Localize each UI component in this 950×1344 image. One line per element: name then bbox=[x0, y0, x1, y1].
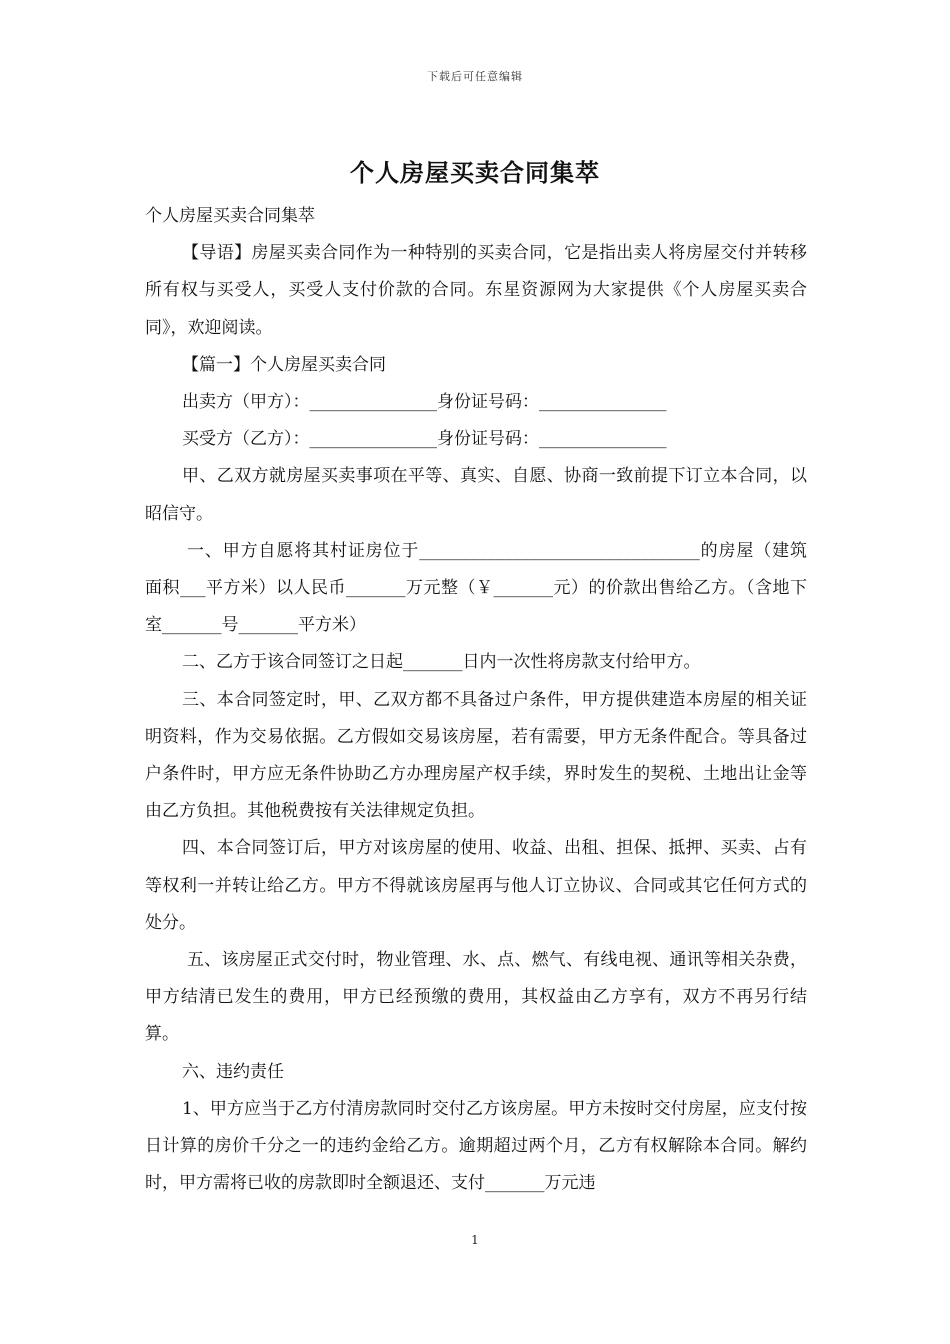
page-number: 1 bbox=[471, 1233, 479, 1247]
clause-4-paragraph: 四、本合同签订后，甲方对该房屋的使用、收益、出租、担保、抵押、买卖、占有等权利一并转让给乙方。甲方不得就该房屋再与他人订立协议、合同或其它任何方式的处分。 bbox=[145, 838, 807, 933]
seller-line: 出卖方（甲方）：_______________身份证号码：_______________ bbox=[182, 392, 667, 413]
header-note: 下载后可任意编辑 bbox=[427, 70, 523, 83]
clause-3-paragraph: 三、本合同签定时，甲、乙双方都不具备过户条件，甲方提供建造本房屋的相关证明资料，作为交易依据。乙方假如交易该房屋，若有需要，甲方无条件配合。等具备过户条件时，甲方应无条件协助乙方办理房屋产权手续，界时发生的契税、土地出让金等由乙方负担。其他税费按有关法律规定负担。 bbox=[145, 689, 807, 822]
subtitle-paragraph: 个人房屋买卖合同集萃 bbox=[145, 206, 315, 226]
document-title: 个人房屋买卖合同集萃 bbox=[350, 158, 600, 187]
clause-6-heading: 六、违约责任 bbox=[182, 1061, 284, 1082]
clause-2-paragraph: 二、乙方于该合同签订之日起_______日内一次性将房款支付给甲方。 bbox=[182, 652, 701, 673]
clause-6-1-paragraph: 1、甲方应当于乙方付清房款同时交付乙方该房屋。甲方未按时交付房屋，应支付按日计算的房价千分之一的违约金给乙方。逾期超过两个月，乙方有权解除本合同。解约时，甲方需将已收的房款即时全额退还、支付_______万元违 bbox=[145, 1098, 807, 1194]
section-heading: 【篇一】个人房屋买卖合同 bbox=[182, 354, 386, 375]
buyer-line: 买受方（乙方）：_______________身份证号码：_______________ bbox=[182, 429, 667, 450]
clause-1-paragraph: 一、甲方自愿将其村证房位于_________________________________的房屋（建筑面积___平方米）以人民币_______万元整（￥_______元）的价款出售给乙方。（含地下室_______号_______平方米） bbox=[145, 540, 807, 636]
preamble-paragraph: 甲、乙双方就房屋买卖事项在平等、真实、自愿、协商一致前提下订立本合同，以昭信守。 bbox=[145, 466, 807, 524]
clause-5-paragraph: 五、该房屋正式交付时，物业管理、水、点、燃气、有线电视、通讯等相关杂费，甲方结清已发生的费用，甲方已经预缴的费用，其权益由乙方享有，双方不再另行结算。 bbox=[145, 950, 807, 1045]
document-body bbox=[145, 198, 807, 1202]
intro-paragraph: 【导语】房屋买卖合同作为一种特别的买卖合同，它是指出卖人将房屋交付并转移所有权与买受人，买受人支付价款的合同。东星资源网为大家提供《个人房屋买卖合同》，欢迎阅读。 bbox=[145, 243, 807, 338]
